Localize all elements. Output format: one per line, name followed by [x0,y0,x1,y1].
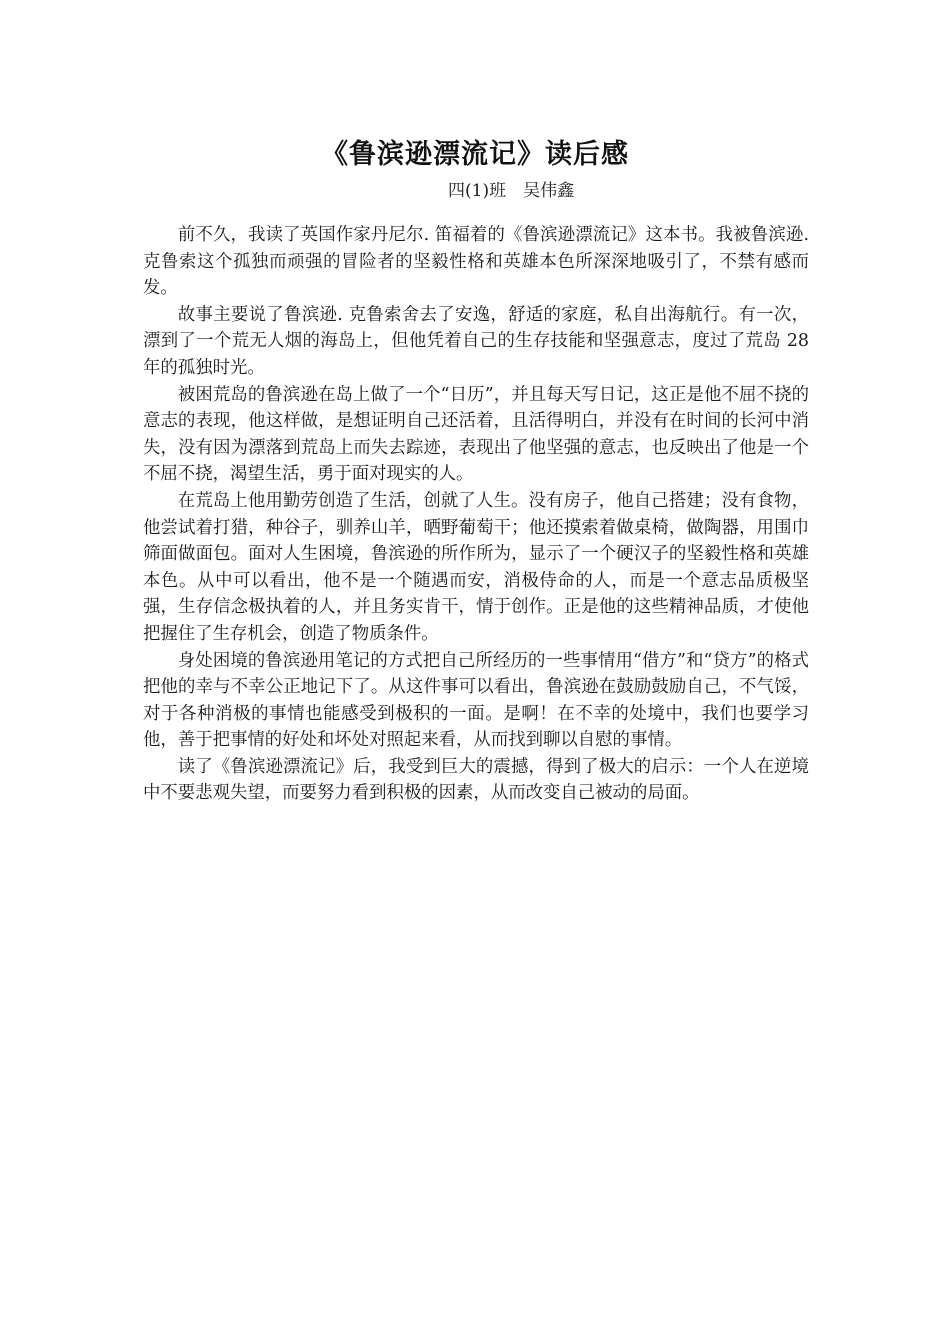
paragraph: 在荒岛上他用勤劳创造了生活，创就了人生。没有房子，他自己搭建；没有食物，他尝试着打猎，种谷子，驯养山羊，晒野葡萄干；他还摸索着做桌椅，做陶器，用围巾筛面做面包。面对人生困境，鲁滨逊的所作所为，显示了一个硬汉子的坚毅性格和英雄本色。从中可以看出，他不是一个随遇而安，消极侍命的人，而是一个意志品质极坚强，生存信念极执着的人，并且务实肯干，情于创作。正是他的这些精神品质，才使他把握住了生存机会，创造了物质条件。 [143,490,809,644]
paragraph: 身处困境的鲁滨逊用笔记的方式把自己所经历的一些事情用“借方”和“贷方”的格式把他的幸与不幸公正地记下了。从这件事可以看出，鲁滨逊在鼓励鼓励自己，不气馁，对于各种消极的事情也能感受到极积的一面。是啊！在不幸的处境中，我们也要学习他，善于把事情的好处和坏处对照起来看，从而找到聊以自慰的事情。 [143,650,809,751]
author-byline: 四(1)班 吴伟鑫 [448,181,575,201]
paragraph: 前不久，我读了英国作家丹尼尔. 笛福着的《鲁滨逊漂流记》这本书。我被鲁滨逊. 克鲁索这个孤独而顽强的冒险者的坚毅性格和英雄本色所深深地吸引了，不禁有感而发。 [143,225,809,299]
document-body [143,222,809,807]
paragraph: 被困荒岛的鲁滨逊在岛上做了一个“日历”，并且每天写日记，这正是他不屈不挠的意志的表现，他这样做，是想证明自己还活着，且活得明白，并没有在时间的长河中消失，没有因为漂落到荒岛上而失去踪迹，表现出了他坚强的意志，也反映出了他是一个不屈不挠，渴望生活，勇于面对现实的人。 [143,384,809,485]
paragraph: 故事主要说了鲁滨逊. 克鲁索舍去了安逸，舒适的家庭，私自出海航行。有一次，漂到了一个荒无人烟的海岛上，但他凭着自己的生存技能和坚强意志，度过了荒岛 28 年的孤独时光。 [143,304,809,378]
document-title: 《鲁滨逊漂流记》读后感 [321,139,629,170]
paragraph: 读了《鲁滨逊漂流记》后，我受到巨大的震撼，得到了极大的启示：一个人在逆境中不要悲观失望，而要努力看到积极的因素，从而改变自己被动的局面。 [143,756,809,804]
